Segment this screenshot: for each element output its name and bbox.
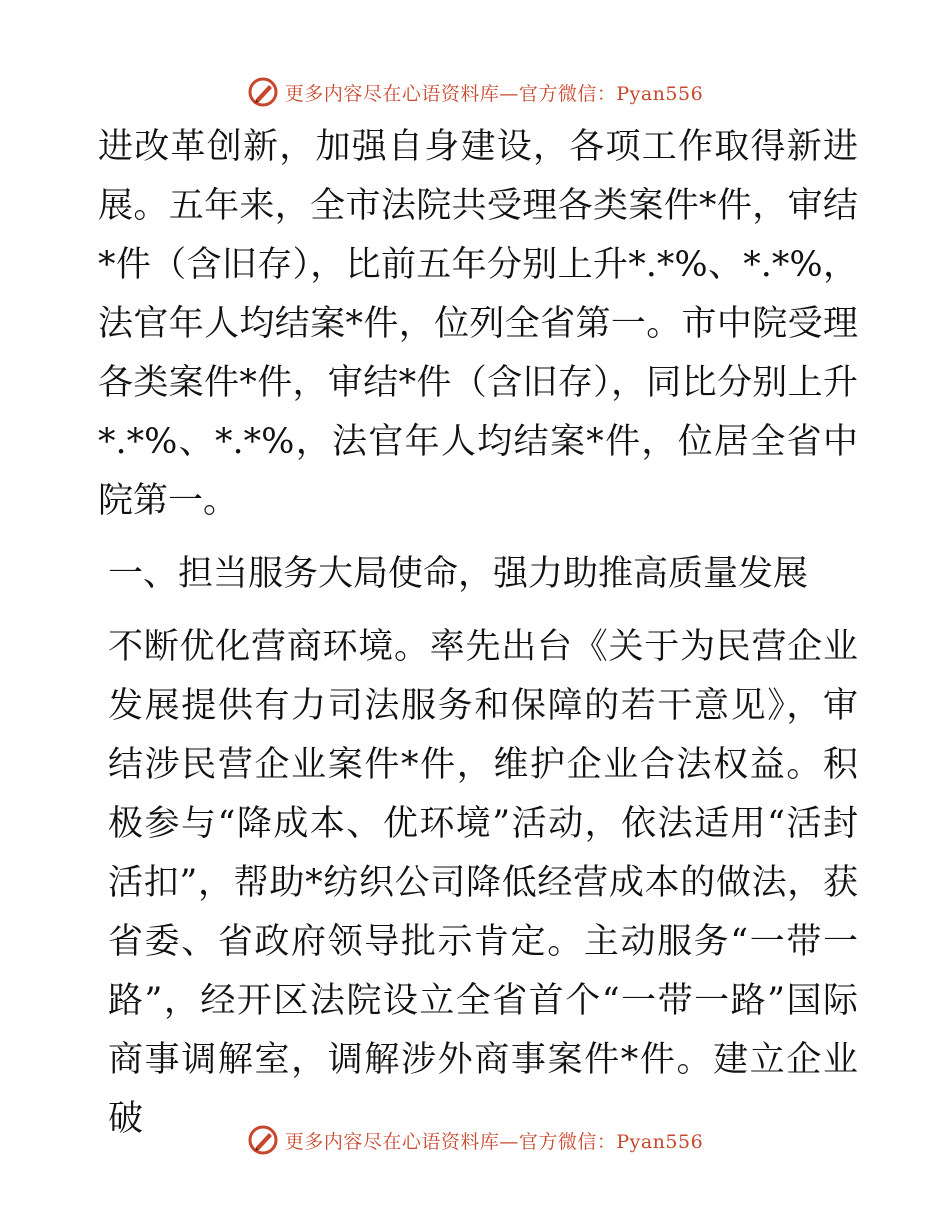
header-watermark xyxy=(0,72,950,112)
paragraph-intro: 进改革创新，加强自身建设，各项工作取得新进展。五年来，全市法院共受理各类案件*件，审结*件（含旧存），比前五年分别上升*.*%、*.*%，法官年人均结案*件，位列全省第一。市中院受理各类案件*件，审结*件（含旧存），同比分别上升*.*%、*.*%，法官年人均结案*件，位居全省中院第一。 xyxy=(98,127,858,521)
pen-seal-icon xyxy=(247,76,279,108)
watermark-text: 更多内容尽在心语资料库—官方微信：Pyan556 xyxy=(284,1130,704,1153)
section-heading: 一、担当服务大局使命，强力助推高质量发展 xyxy=(108,554,809,594)
pen-seal-icon xyxy=(247,1124,279,1156)
footer-watermark xyxy=(0,1120,950,1160)
watermark-text: 更多内容尽在心语资料库—官方微信：Pyan556 xyxy=(284,82,704,105)
paragraph-section: 不断优化营商环境。率先出台《关于为民营企业发展提供有力司法服务和保障的若干意见》，审结涉民营企业案件*件，维护企业合法权益。积极参与“降成本、优环境”活动，依法适用“活封活扣”，帮助*纺织公司降低经营成本的做法，获省委、省政府领导批示肯定。主动服务“一带一路”，经开区法院设立全省首个“一带一路”国际商事调解室，调解涉外商事案件*件。建立企业破 xyxy=(108,627,858,1139)
document-body xyxy=(98,118,858,1149)
